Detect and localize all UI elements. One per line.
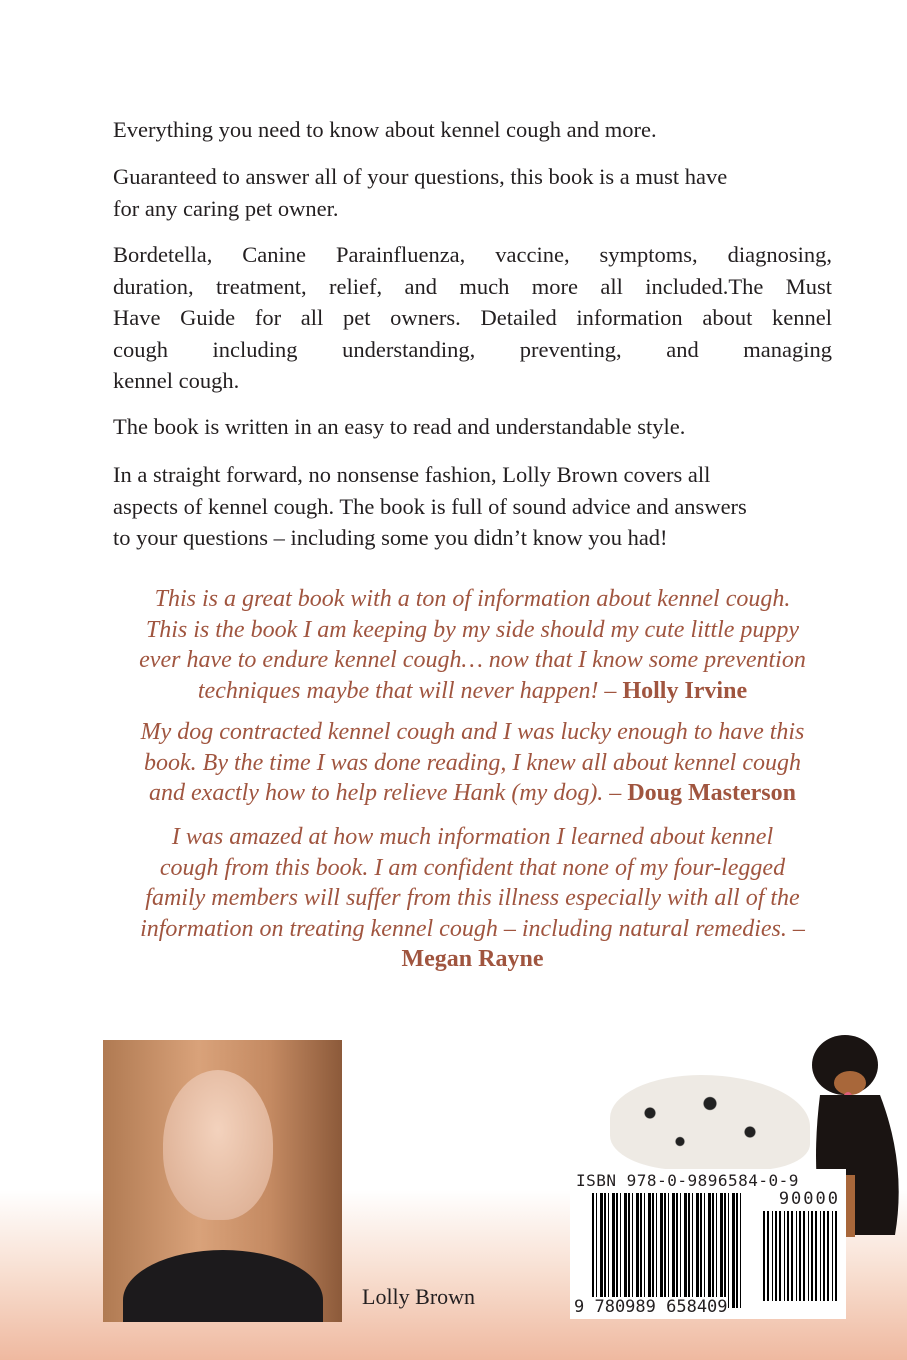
author-caption: Lolly Brown (362, 1284, 476, 1309)
text-line: cough including understanding, preventing, and managing (113, 336, 832, 362)
price-addon: 90000 (778, 1189, 840, 1209)
author-face (163, 1070, 273, 1220)
ean-number: 9 780989 658409 (574, 1297, 728, 1317)
paragraph-intro (113, 114, 832, 146)
testimonial-3 (100, 822, 845, 975)
addon-bars (763, 1211, 838, 1301)
text-line: aspects of kennel cough. The book is full of sound advice and answers (113, 493, 747, 519)
quote-line: family members will suffer from this illness especially with all of the (145, 885, 800, 911)
testimonial-1 (100, 584, 845, 706)
text-line: In a straight forward, no nonsense fashion, Lolly Brown covers all (113, 462, 711, 487)
text-line: The book is written in an easy to read and understandable style. (113, 414, 686, 439)
quote-line: I was amazed at how much information I learned about kennel (171, 824, 774, 850)
testimonial-author: Holly Irvine (622, 677, 748, 704)
quote-line: techniques maybe that will never happen! – (197, 677, 623, 704)
quote-line: This is a great book with a ton of information about kennel cough. (154, 586, 791, 612)
quote-line: information on treating kennel cough – including natural remedies. – (140, 915, 805, 942)
author-photo (103, 1040, 342, 1322)
text-line: Bordetella, Canine Parainfluenza, vaccine, symptoms, diagnosing, (113, 242, 832, 267)
text-line: for any caring pet owner. (113, 195, 339, 221)
quote-line: This is the book I am keeping by my side should my cute little puppy (145, 616, 800, 643)
paragraph-guarantee (113, 161, 832, 224)
isbn-barcode (570, 1169, 846, 1319)
quote-line: ever have to endure kennel cough… now that I know some prevention (139, 647, 806, 673)
text-line: kennel cough. (113, 368, 240, 393)
quote-line: book. By the time I was done reading, I knew all about kennel cough (144, 749, 801, 776)
testimonial-author: Doug Masterson (627, 780, 796, 806)
testimonial-2 (100, 717, 845, 809)
isbn-label: ISBN 978-0-9896584-0-9 (576, 1171, 799, 1190)
quote-line: cough from this book. I am confident that none of my four-legged (159, 854, 786, 881)
quote-line: My dog contracted kennel cough and I was lucky enough to have this (140, 719, 805, 745)
text-line: Everything you need to know about kennel cough and more. (113, 117, 657, 142)
text-line: Guaranteed to answer all of your questions, this book is a must have (113, 164, 728, 189)
barcode-bars (592, 1193, 742, 1308)
author-shirt (123, 1250, 323, 1322)
quote-line: and exactly how to help relieve Hank (my dog). – (149, 780, 628, 806)
paragraph-topics (113, 239, 832, 397)
paragraph-summary (113, 459, 832, 554)
testimonial-author: Megan Rayne (401, 946, 544, 972)
paragraph-style (113, 411, 832, 443)
dalmatian-image (610, 1075, 810, 1170)
text-line: Have Guide for all pet owners. Detailed information about kennel (113, 305, 832, 330)
text-line: to your questions – including some you didn’t know you had! (113, 525, 668, 550)
text-line: duration, treatment, relief, and much more all included.The Must (113, 273, 832, 299)
